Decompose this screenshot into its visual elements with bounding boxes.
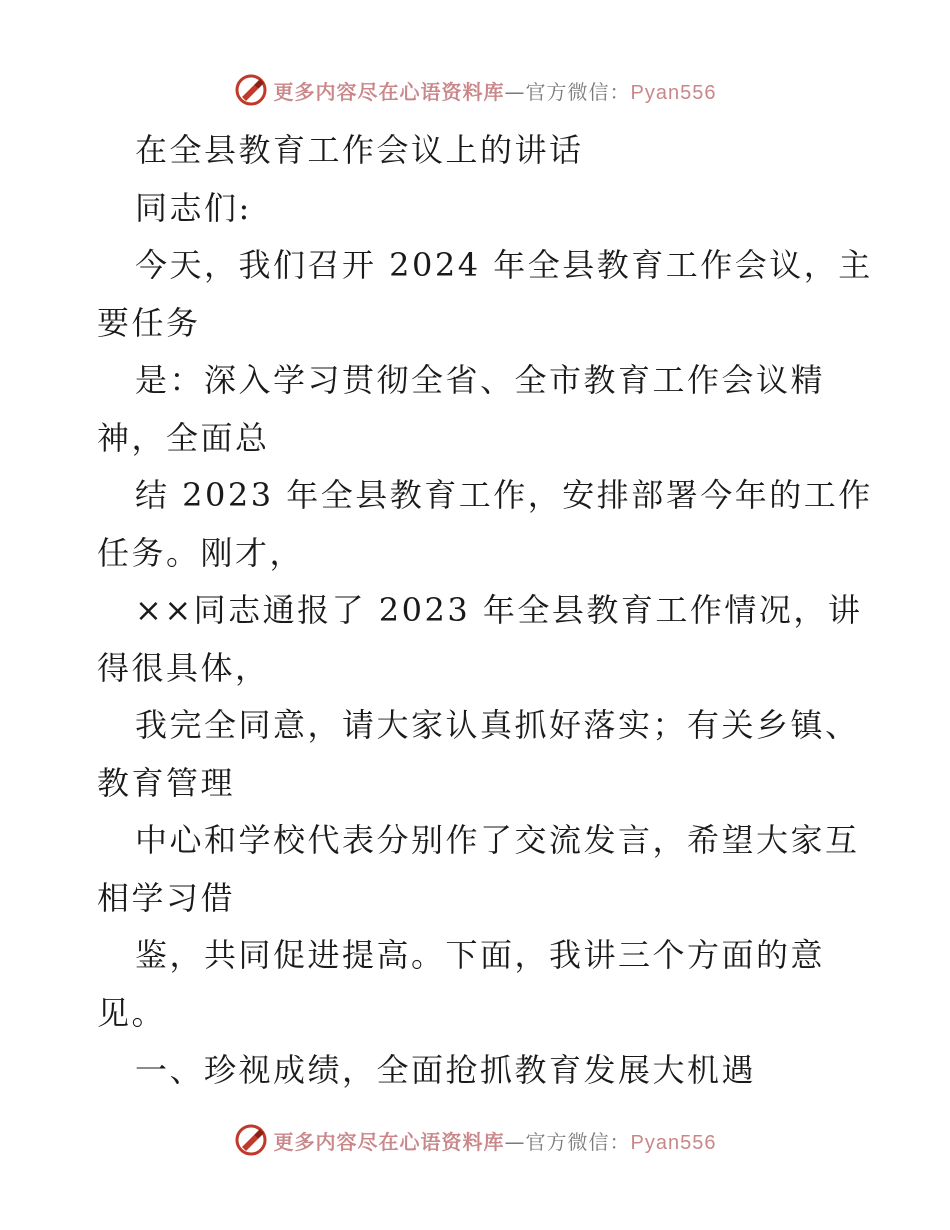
wechat-id: Pyan556 (630, 81, 717, 104)
banner-label (274, 1126, 717, 1155)
paragraph-line: ××同志通报了 2023 年全县教育工作情况，讲 (135, 591, 863, 629)
site-text: 更多内容尽在心语资料库 (273, 1129, 505, 1154)
separator: — (504, 79, 526, 104)
site-text: 更多内容尽在心语资料库 (273, 79, 505, 104)
banner-label (274, 76, 717, 105)
paragraph-line: 是：深入学习贯彻全省、全市教育工作会议精 (135, 361, 826, 399)
wechat-id: Pyan556 (630, 1131, 717, 1154)
salutation: 同志们: (135, 188, 252, 227)
footer-banner (0, 1120, 950, 1160)
section-heading: 一、珍视成绩，全面抢抓教育发展大机遇 (135, 1051, 757, 1089)
wechat-label: 官方微信： (525, 79, 631, 104)
paragraph-line: 结 2023 年全县教育工作，安排部署今年的工作 (135, 476, 873, 514)
document-title: 在全县教育工作会议上的讲话 (135, 131, 584, 169)
document-body (97, 122, 873, 1100)
paragraph-line: 中心和学校代表分别作了交流发言，希望大家互 (135, 821, 860, 859)
logo-icon (234, 1123, 268, 1157)
header-banner (0, 70, 950, 110)
wechat-label: 官方微信： (525, 1129, 631, 1154)
paragraph-line: 鉴，共同促进提高。下面，我讲三个方面的意 (135, 936, 826, 974)
paragraph-line: 今天，我们召开 2024 年全县教育工作会议，主 (135, 246, 873, 284)
paragraph-line: 得很具体， (97, 648, 270, 687)
separator: — (504, 1129, 526, 1154)
paragraph-line: 相学习借 (97, 878, 236, 917)
paragraph-line: 任务。刚才， (97, 533, 305, 572)
paragraph-line: 见。 (97, 993, 167, 1032)
logo-icon (234, 73, 268, 107)
paragraph-line: 我完全同意，请大家认真抓好落实；有关乡镇、 (135, 706, 860, 744)
paragraph-line: 要任务 (97, 303, 201, 342)
paragraph-line: 教育管理 (97, 763, 236, 802)
paragraph-line: 神，全面总 (97, 418, 270, 457)
